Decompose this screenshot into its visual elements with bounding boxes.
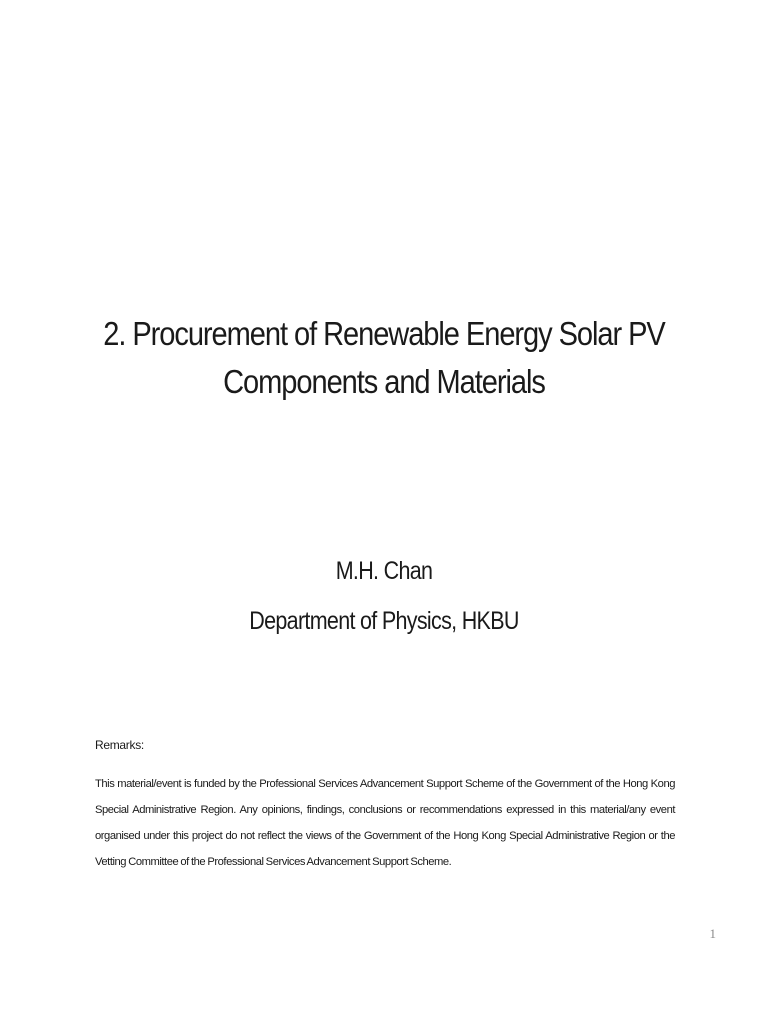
remarks-heading: Remarks: [95,738,144,752]
remarks-body: This material/event is funded by the Professional Services Advancement Support Scheme of the Government of the Hong Kong Special Administrative Region. Any opinions, findings, conclusions or recommendations expressed in this material/any event organised under this project do not reflect the views of the Government of the Hong Kong Special Administrative Region or the Vetting Committee of the Professional Services Advancement Support Scheme. [95,778,675,868]
page-number: 1 [709,926,716,941]
title-line-2: Components and Materials [223,363,545,400]
slide-title [40,310,728,406]
title-line-1: 2. Procurement of Renewable Energy Solar PV [103,315,665,352]
remarks-section [95,737,675,875]
author-block [40,546,728,646]
author-name: M.H. Chan [335,557,433,585]
author-affiliation: Department of Physics, HKBU [249,607,519,635]
